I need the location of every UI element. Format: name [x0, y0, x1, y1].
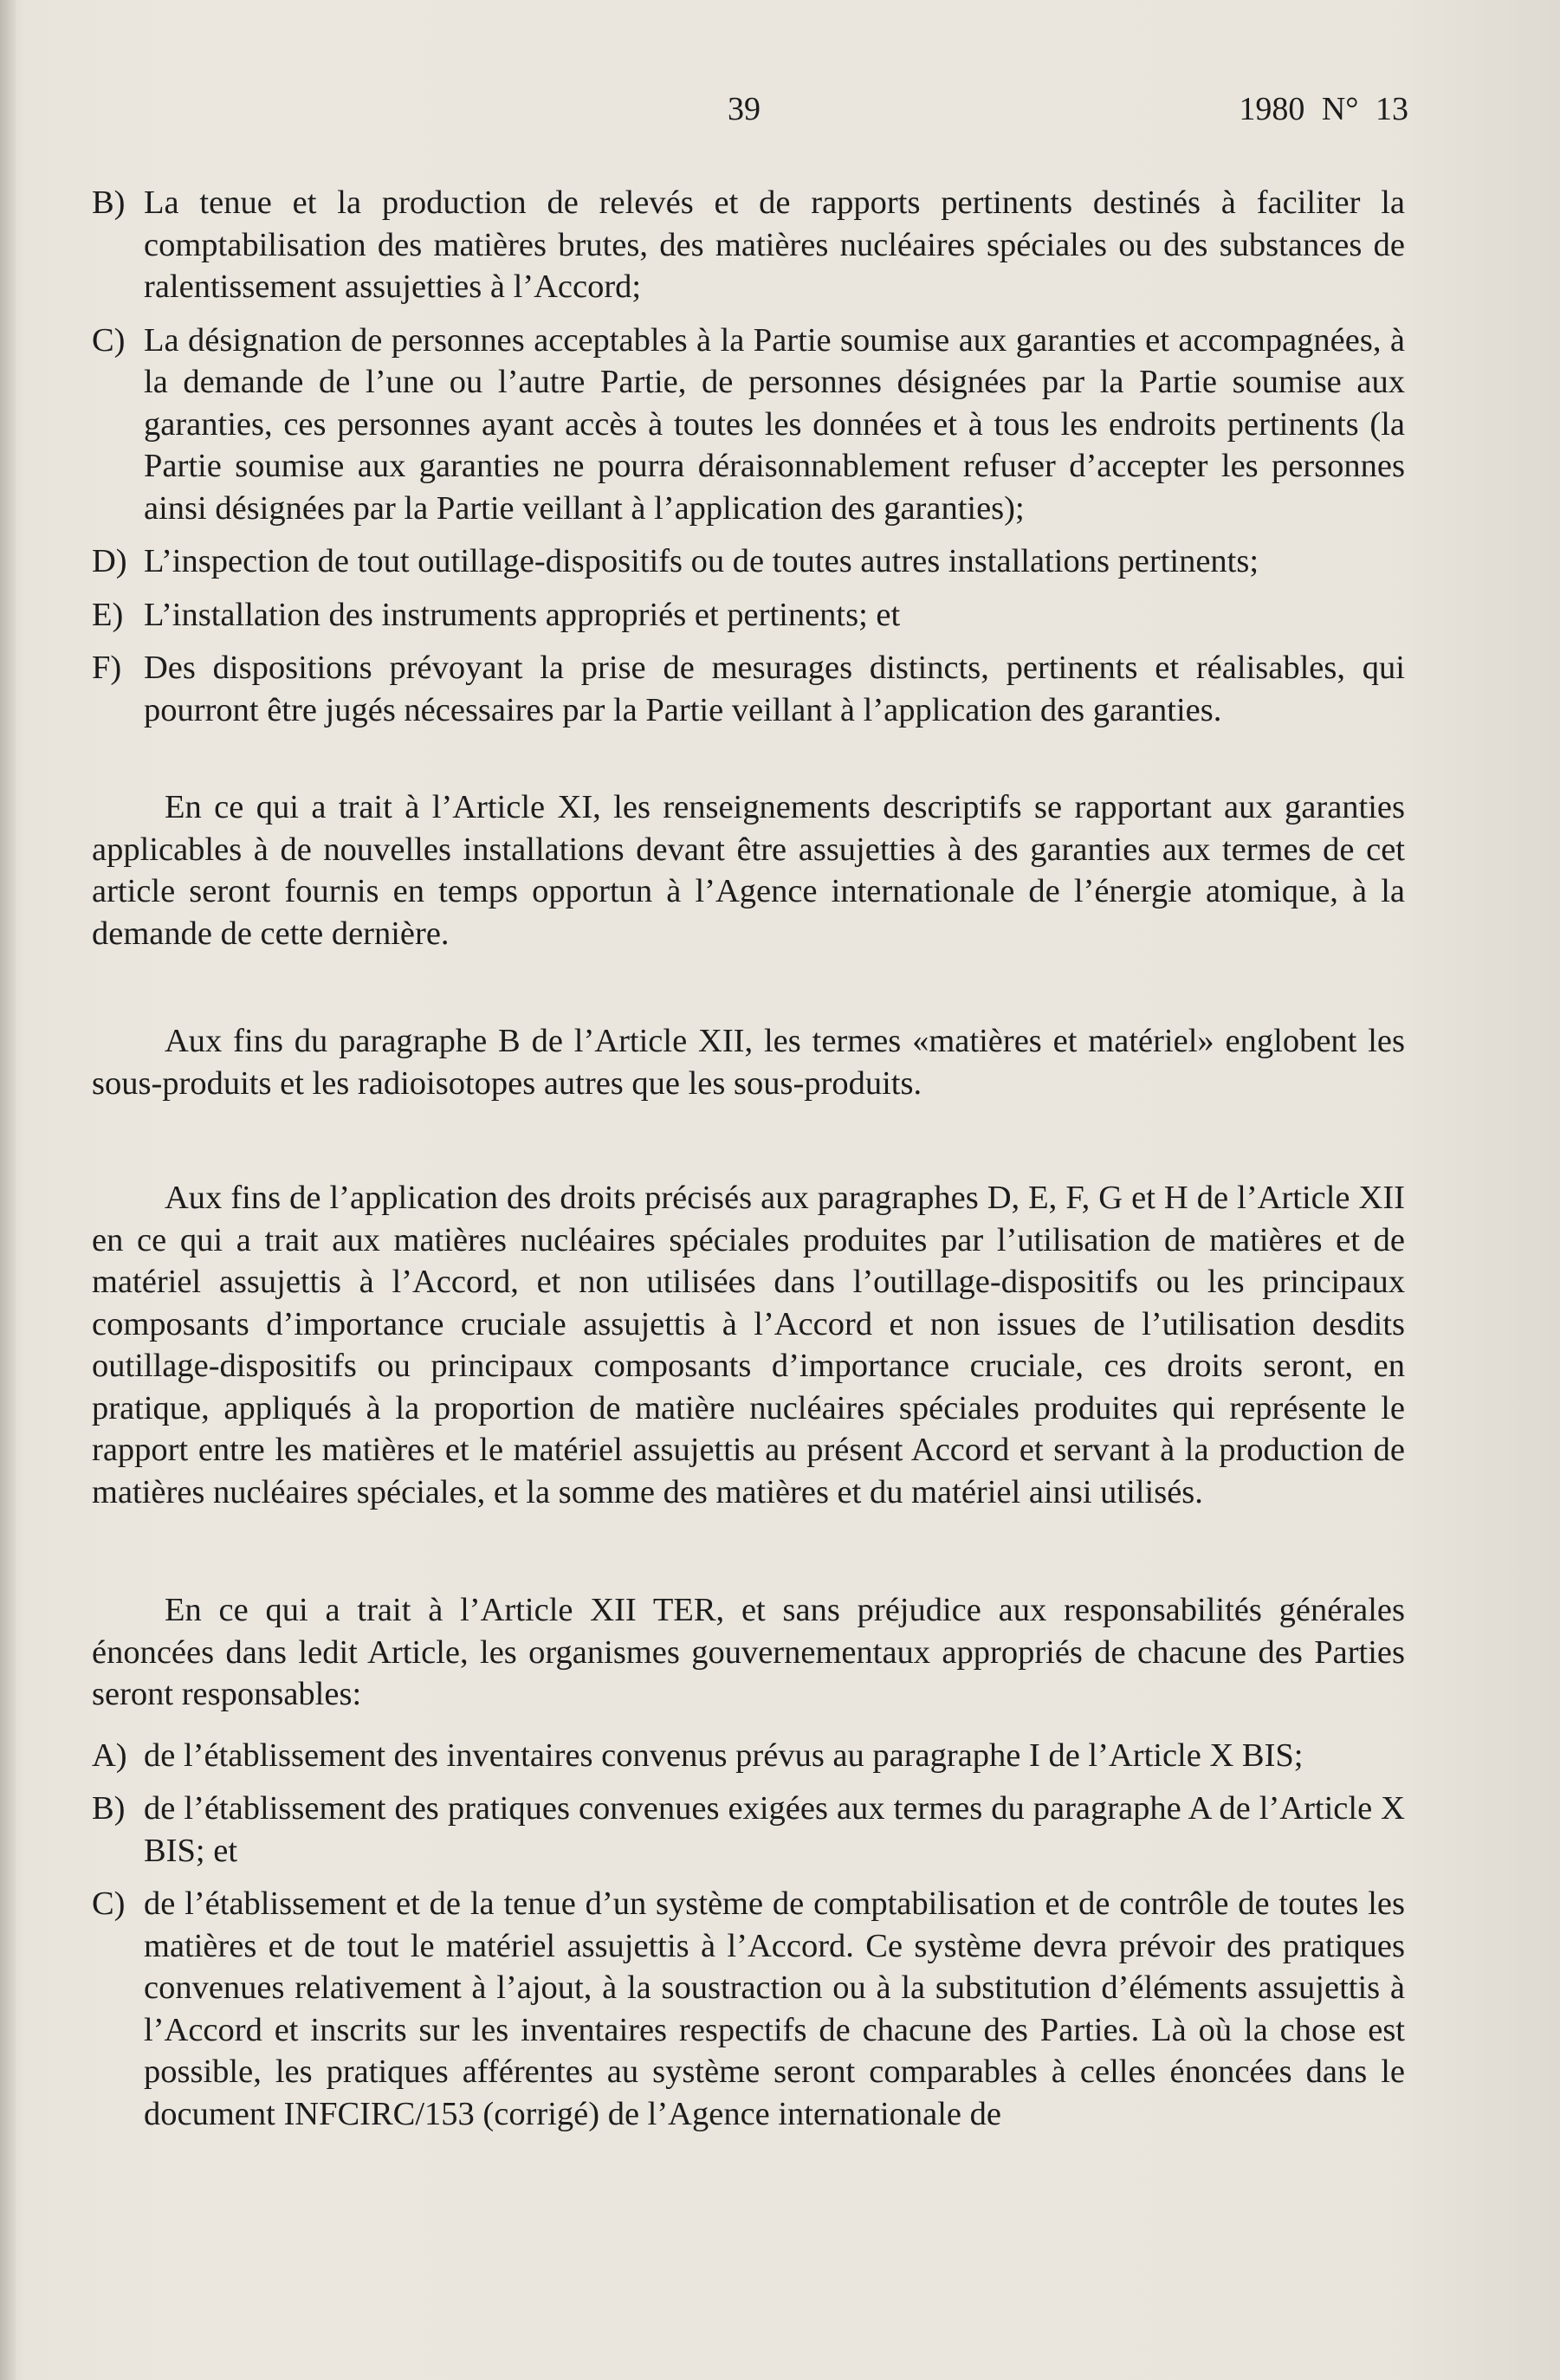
- page-binding-edge: [0, 0, 16, 2380]
- item-label: E): [92, 596, 124, 633]
- list-item: [92, 1883, 1405, 2135]
- item-label: B): [92, 184, 126, 221]
- item-text: L’installation des instruments appropriés et pertinents; et: [144, 596, 901, 633]
- item-text: de l’établissement des inventaires convenus prévus au paragraphe I de l’Article X BIS;: [144, 1736, 1304, 1774]
- item-text: de l’établissement des pratiques convenues exigées aux termes du paragraphe A de l’Article X BIS; et: [144, 1790, 1405, 1869]
- paragraph-article-xi: En ce qui a trait à l’Article XI, les renseignements descriptifs se rapportant aux garanties applicables à de nouvelles installations devant être assujetties à des garanties aux termes de cet article seront fournis en temps opportun à l’Agence internationale de l’énergie atomique, à la demande de cette dernière.: [92, 789, 1405, 952]
- item-label: C): [92, 1885, 126, 1922]
- list-item: [92, 182, 1405, 308]
- item-label: C): [92, 321, 126, 359]
- item-text: La désignation de personnes acceptables à la Partie soumise aux garanties et accompagnées, à la demande de l’une ou l’autre Partie, de personnes désignées par la Partie soumise aux garanties, ces personnes ayant accès à toutes les données et à tous les endroits pertinents (la Partie soumise aux garanties ne pourra déraisonnablement refuser d’accepter les personnes ainsi désignées par la Partie veillant à l’application des garanties);: [144, 321, 1405, 527]
- page-header: [92, 90, 1408, 133]
- item-list-2: [92, 1735, 1405, 2136]
- item-label: F): [92, 650, 122, 686]
- document-number: 1980 N° 13: [1239, 91, 1408, 127]
- paragraph-article-xii-ter: En ce qui a trait à l’Article XII TER, et sans préjudice aux responsabilités générales énoncées dans ledit Article, les organismes gouvernementaux appropriés de chacune des Parties seront responsables:: [92, 1592, 1405, 1712]
- item-label: A): [92, 1736, 127, 1774]
- list-item: [92, 1788, 1405, 1872]
- list-item: [92, 647, 1405, 731]
- item-list-1: [92, 182, 1405, 731]
- item-text: La tenue et la production de relevés et de rapports pertinents destinés à faciliter la comptabilisation des matières brutes, des matières nucléaires spéciales ou des substances de ralentissement assujetties à l’Accord;: [144, 184, 1405, 305]
- item-text: Des dispositions prévoyant la prise de mesurages distincts, pertinents et réalisables, qui pourront être jugés nécessaires par la Partie veillant à l’application des garanties.: [144, 650, 1405, 728]
- item-label: D): [92, 543, 127, 579]
- paragraph-article-xii-rights: Aux fins de l’application des droits précisés aux paragraphes D, E, F, G et H de l’Article XII en ce qui a trait aux matières nucléaires spéciales produites par l’utilisation de matières et de matériel assujettis à l’Accord, et non utilisées dans l’outillage-dispositifs ou les principaux composants d’importance cruciale assujettis à l’Accord et non issues de l’utilisation desdits outillage-dispositifs ou principaux composants d’importance cruciale, ces droits seront, en pratique, appliqués à la proportion de matière nucléaires spéciales produites qui représente le rapport entre les matières et le matériel assujettis au présent Accord et servant à la production de matières nucléaires spéciales, et la somme des matières et du matériel ainsi utilisés.: [92, 1180, 1405, 1510]
- page-body: [92, 182, 1405, 2146]
- list-item: [92, 1735, 1405, 1777]
- list-item: [92, 320, 1405, 530]
- item-text: de l’établissement et de la tenue d’un système de comptabilisation et de contrôle de toutes les matières et de tout le matériel assujettis à l’Accord. Ce système devra prévoir des pratiques convenues relativement à l’ajout, à la soustraction ou à la substitution d’éléments assujettis à l’Accord et inscrits sur les inventaires respectifs de chacune des Parties. Là où la chose est possible, les pratiques afférentes au système seront comparables à celles énoncées dans le document INFCIRC/153 (corrigé) de l’Agence internationale de: [144, 1885, 1405, 2132]
- page-number: 39: [728, 91, 761, 127]
- item-label: B): [92, 1790, 126, 1827]
- paragraph-article-xii-b: Aux fins du paragraphe B de l’Article XII, les termes «matières et matériel» englobent les sous-produits et les radioisotopes autres que les sous-produits.: [92, 1023, 1405, 1102]
- list-item: [92, 594, 1405, 637]
- list-item: [92, 540, 1405, 583]
- item-text: L’inspection de tout outillage-dispositifs ou de toutes autres installations pertinents;: [144, 543, 1259, 579]
